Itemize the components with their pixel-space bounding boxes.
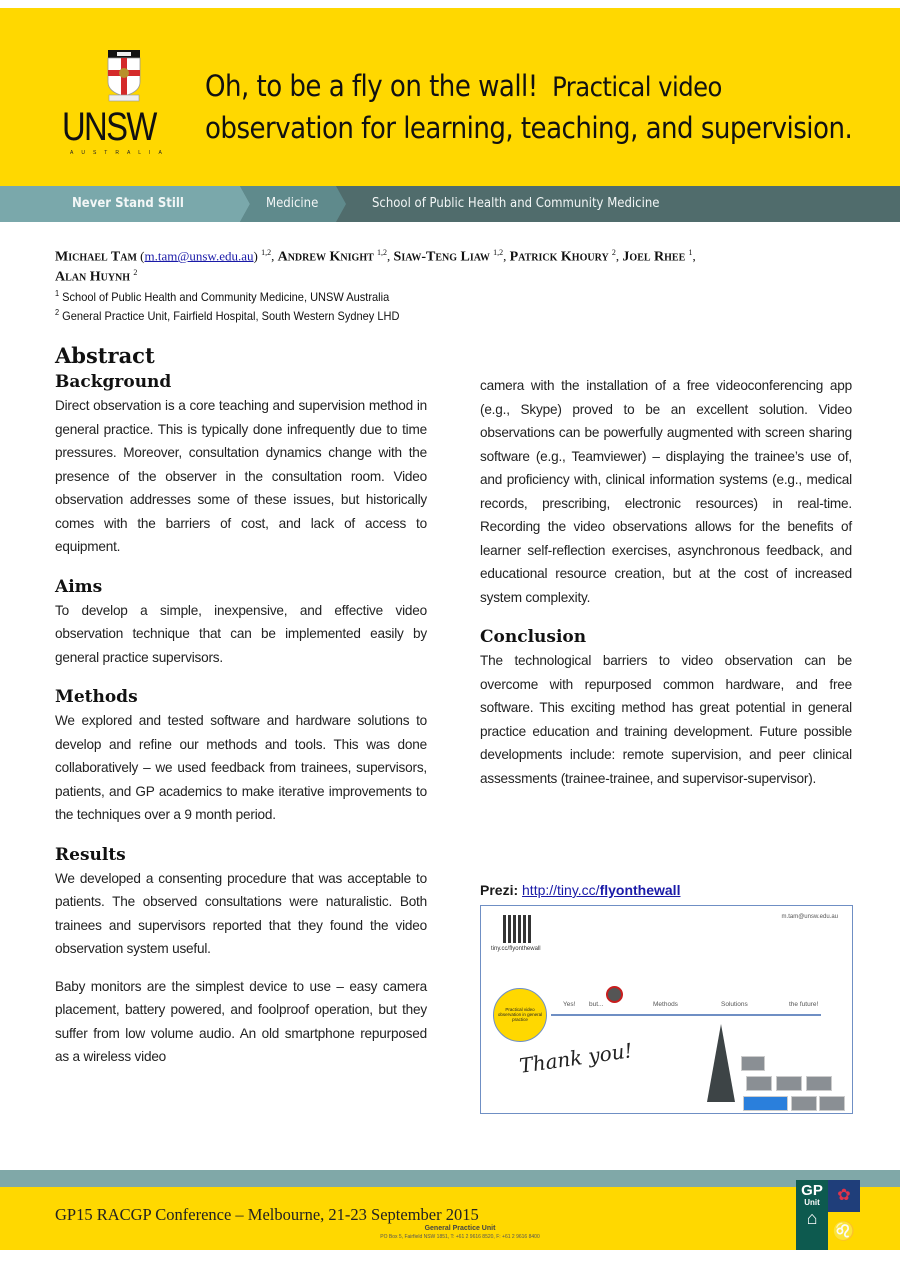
author-aff: 1,2	[261, 248, 272, 257]
waratah-icon: ✿	[828, 1180, 860, 1212]
affiliation	[55, 286, 791, 305]
preview-thumbnail	[806, 1076, 832, 1091]
preview-thumbnail	[746, 1076, 772, 1091]
unit-name: General Practice Unit	[424, 1225, 496, 1232]
timeline-label: but...	[589, 1001, 604, 1008]
prezi-url-link[interactable]	[522, 882, 680, 898]
author-aff: 2	[611, 248, 616, 257]
preview-thumbnail	[743, 1096, 788, 1111]
results-text-1: We developed a consenting procedure that was acceptable to patients. The observed consultations were naturalistic. Both trainees and supervisors reported that they found the video observation system useful.	[55, 870, 427, 956]
poster-title	[205, 66, 853, 148]
gp-logo-line1: GP	[801, 1182, 823, 1199]
prezi-url-bold: flyonthewall	[599, 882, 681, 898]
timeline-label: Solutions	[721, 1001, 748, 1008]
gp-unit-badge	[796, 1180, 828, 1250]
conclusion-heading: Conclusion	[480, 627, 587, 647]
breadcrumb-label-3[interactable]: School of Public Health and Community Medicine	[372, 196, 660, 211]
author-name: Andrew Knight	[277, 249, 374, 265]
results-text-2-continued: camera with the installation of a free videoconferencing app (e.g., Skype) proved to be an excellent solution. Video observations can be powerfully augmented with screen sharing software (e.g., Teamviewer) – displaying the trainee’s use of, and proficiency with, clinical information systems (e.g., medical records, prescribing, electronic resources) in real-time. Recording the video observations allows for the benefits of learner self-reflection exercises, asynchronous feedback, and educational resource creation, but at the cost of increased system complexity.	[480, 378, 852, 605]
abstract-heading: Abstract	[55, 343, 155, 368]
preview-thumbnail	[741, 1056, 765, 1071]
breadcrumb-bar	[0, 186, 900, 222]
affiliation-text: General Practice Unit, Fairfield Hospital, South Western Sydney LHD	[62, 308, 400, 323]
methods-heading: Methods	[55, 687, 138, 707]
footer-band	[0, 1170, 900, 1187]
preview-thumbnail	[819, 1096, 845, 1111]
results-heading: Results	[55, 844, 126, 865]
author-name: Alan Huynh	[55, 269, 131, 285]
preview-thumbnail	[776, 1076, 802, 1091]
prezi-url-prefix: http://tiny.cc/	[522, 882, 600, 898]
results-text-2: Baby monitors are the simplest device to use – easy camera placement, battery powered, and foolproof operation, but they suffer from low volume audio. An old smartphone repurposed as a wireless video	[55, 978, 427, 1064]
author-aff: 1,2	[377, 248, 388, 257]
timeline-label: Methods	[653, 1001, 678, 1008]
unsw-subtitle: AUSTRALIA	[70, 150, 170, 156]
unit-address: PO Box 5, Fairfield NSW 1851, T: +61 2 9616 8520, F: +61 2 9616 8400	[380, 1234, 540, 1240]
title-main: Oh, to be a fly on the wall!	[205, 69, 538, 103]
preview-title-circle: Practical video observation in general practice	[493, 988, 547, 1042]
methods-text: We explored and tested software and hardware solutions to develop and refine our methods and tools. This was done collaboratively – we used feedback from trainees, supervisors, patients, and GP academics to make iterative improvements to the techniques over a 9 month period.	[55, 713, 427, 822]
house-icon: ⌂	[806, 1208, 818, 1228]
tower-icon	[707, 1024, 735, 1102]
conclusion-text: The technological barriers to video observation can be overcome with repurposed common hardware, and free software. This exciting method has great potential in general practice education and training development. Future possible developments include: remote supervision, and peer clinical assessments (trainee-trainee, and supervisor-supervisor).	[480, 653, 852, 786]
gp-logo-line2: Unit	[804, 1198, 820, 1207]
timeline-label: Yes!	[563, 1001, 576, 1008]
poster-footer	[0, 1182, 900, 1250]
unsw-wordmark: UNSW	[62, 105, 156, 149]
author-name: Siaw-Teng Liaw	[393, 249, 490, 265]
prezi-preview-image[interactable]	[480, 905, 853, 1114]
author-email-link[interactable]: m.tam@unsw.edu.au	[144, 248, 254, 264]
prezi-label: Prezi:	[480, 882, 519, 898]
affiliation-num: 1	[55, 288, 60, 298]
author-aff: 1	[688, 248, 693, 257]
no-entry-icon	[606, 986, 623, 1003]
affiliation	[55, 305, 791, 324]
author-aff: 2	[133, 268, 138, 278]
unsw-crest-icon	[106, 50, 142, 102]
prezi-link-line	[480, 880, 680, 900]
breadcrumb-label-1[interactable]: Never Stand Still	[72, 196, 184, 211]
author-name: Joel Rhee	[622, 249, 686, 265]
title-rest-line1: Practical video	[552, 72, 722, 103]
preview-handwriting: Thank you!	[517, 1038, 634, 1078]
title-line2: observation for learning, teaching, and supervision.	[205, 111, 853, 145]
author-aff: 1,2	[493, 248, 504, 257]
author-block	[55, 245, 855, 324]
aims-text: To develop a simple, inexpensive, and effective video observation technique that can be implemented easily by general practice supervisors.	[55, 602, 427, 665]
qr-code-icon	[503, 915, 531, 943]
preview-thumbnail	[791, 1096, 817, 1111]
gp-unit-logo	[796, 1180, 860, 1250]
right-column	[480, 374, 852, 800]
preview-qr-link: tiny.cc/flyonthewall	[491, 946, 541, 952]
background-heading: Background	[55, 372, 172, 392]
left-column	[55, 342, 427, 1079]
poster-header	[0, 8, 900, 186]
background-text: Direct observation is a core teaching and supervision method in general practice. This is typically done infrequently due to time pressures. Moreover, consultation dynamics change with the presence of the observer in the consultation room. Video observation addresses some of these issues, but historically comes with the barriers of cost, and lack of access to equipment.	[55, 398, 427, 554]
lion-crest-icon: ♌	[832, 1221, 856, 1241]
author-list: Michael Tam (m.tam@unsw.edu.au) $^{1,2}$, Andrew Knight $^{1,2}$, Siaw-Teng Liaw $^{1,2}$, Patrick Khoury $^2$, Joel Rhee $^1$, Alan Huynh $^2$	[55, 248, 696, 285]
preview-email: m.tam@unsw.edu.au	[781, 914, 838, 920]
affiliation-num: 2	[55, 307, 60, 317]
conference-info: GP15 RACGP Conference – Melbourne, 21-23 September 2015	[55, 1205, 479, 1224]
aims-heading: Aims	[55, 576, 103, 597]
preview-timeline	[551, 1014, 821, 1016]
author-name: Patrick Khoury	[509, 249, 609, 265]
affiliation-text: School of Public Health and Community Medicine, UNSW Australia	[62, 289, 390, 304]
author-name: Michael Tam	[55, 249, 137, 265]
unsw-logo	[62, 50, 182, 162]
breadcrumb-label-2[interactable]: Medicine	[266, 196, 319, 211]
timeline-label: the future!	[789, 1001, 819, 1008]
